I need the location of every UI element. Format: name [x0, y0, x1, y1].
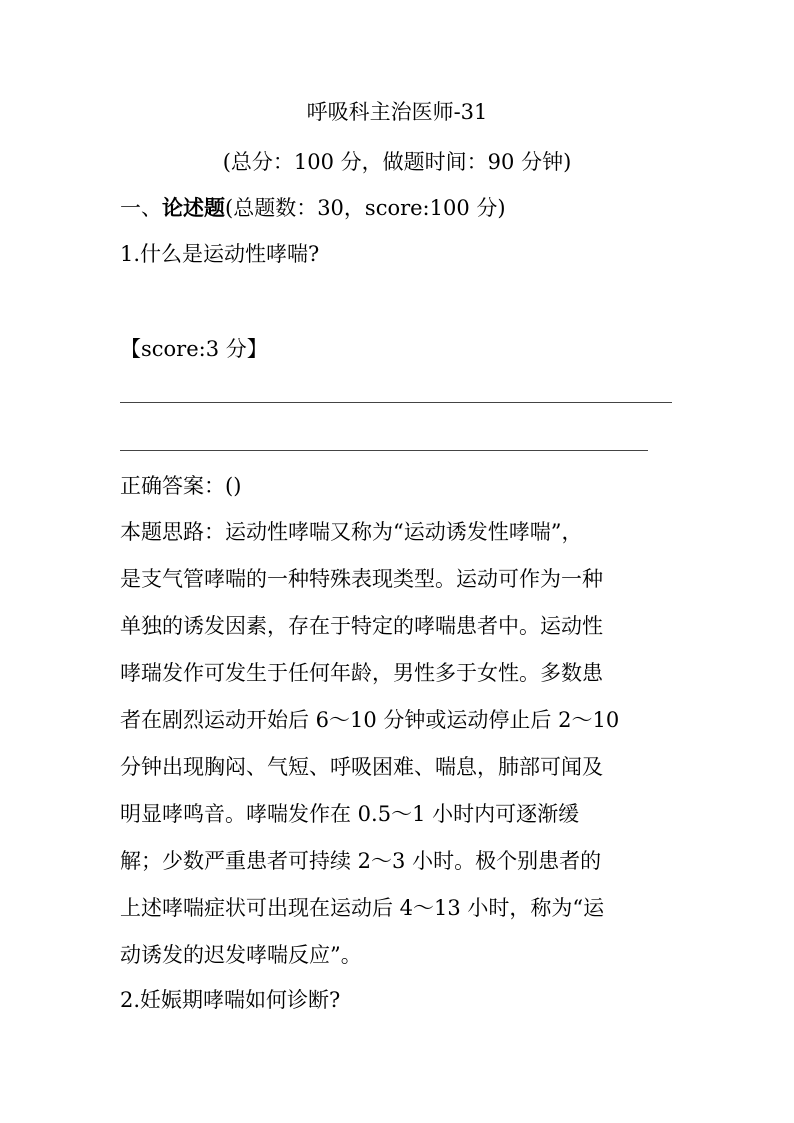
explanation-line: 本题思路：运动性哮喘又称为“运动诱发性哮喘”，: [120, 520, 583, 544]
explanation-line: 是支气管哮喘的一种特殊表现类型。运动可作为一种: [120, 567, 603, 591]
explanation-line: 分钟出现胸闷、气短、呼吸困难、喘息，肺部可闻及: [120, 755, 603, 779]
answer-line-2: [120, 450, 648, 451]
explanation-line: 者在剧烈运动开始后 6～10 分钟或运动停止后 2～10: [120, 708, 620, 732]
explanation-line: 上述哮喘症状可出现在运动后 4～13 小时，称为“运: [120, 896, 605, 920]
question-1-text: 1.什么是运动性哮喘?: [120, 242, 320, 266]
question-1-score: 【score:3 分】: [120, 337, 268, 361]
explanation-line: 动诱发的迟发哮喘反应”。: [120, 943, 362, 967]
question-1-explanation: [120, 518, 680, 988]
explanation-line: 单独的诱发因素，存在于特定的哮喘患者中。运动性: [120, 614, 603, 638]
section-heading: [120, 194, 506, 222]
section-name: 论述题: [162, 195, 225, 220]
explanation-line: 明显哮鸣音。哮喘发作在 0.5～1 小时内可逐渐缓: [120, 802, 580, 826]
section-prefix: 一、: [120, 196, 162, 220]
question-2-text: 2.妊娠期哮喘如何诊断?: [120, 988, 341, 1012]
answer-line-1: [120, 402, 672, 403]
explanation-line: 哮瑞发作可发生于任何年龄，男性多于女性。多数患: [120, 661, 603, 685]
document-title: 呼吸科主治医师-31: [306, 100, 488, 124]
explanation-line: 解；少数严重患者可持续 2～3 小时。极个别患者的: [120, 849, 602, 873]
document-subtitle: (总分：100 分，做题时间：90 分钟): [222, 150, 572, 174]
question-1-answer: 正确答案：(): [120, 474, 242, 498]
section-info: (总题数：30，score:100 分): [225, 196, 506, 220]
